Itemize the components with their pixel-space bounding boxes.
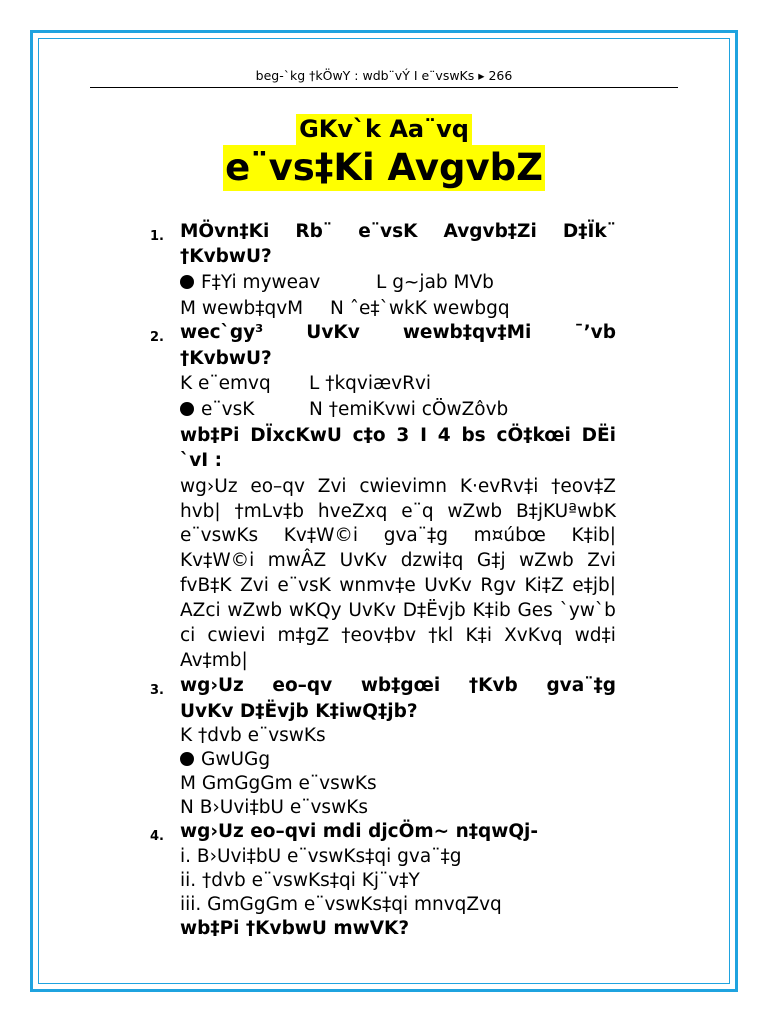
q1-text-line2: †KvbwU? [180,246,272,267]
q2-text-line2: †KvbwU? [180,348,272,369]
passage-line: Kv‡W©i mwÂZ UvKv dzwi‡q G‡j wZwb Zvi [180,550,616,571]
q4-question: wb‡Pi †KvbwU mwVK? [180,918,410,939]
selected-bullet-icon [180,752,194,766]
passage-line: hvb| †mLv‡b hveZxq e¨q wZwb B‡jKUªwbK [180,501,616,522]
q2-option-b: L †kqviævRvi [309,373,432,394]
q1-option-a: F‡Yi myweav [180,271,320,295]
q4-number: 4. [150,829,164,844]
passage-line-last: Av‡mb| [180,650,248,671]
q1-number: 1. [150,229,164,244]
q1-text-line1: MÖvn‡Ki Rb¨ e¨vsK Avgvb‡Zi D‡Ïk¨ [180,221,616,242]
q4-item-i: i. B›Uvi‡bU e¨vswKs‡qi gva¨‡g [180,846,462,867]
running-header: beg-`kg †kÖwY : wdb¨vÝ I e¨vswKs ▸ 266 [255,68,513,83]
chapter-title: e¨vs‡Ki AvgvbZ [225,146,543,189]
selected-bullet-icon [180,402,194,416]
q1-option-c: M wewb‡qvM [180,298,304,319]
q2-text-line1: wec`gy³ UvKv wewb‡qv‡Mi ¯’vb [180,322,616,343]
q2-option-d: N †emiKvwi cÖwZôvb [309,399,509,420]
q4-text-line1: wg›Uz eo–qvi mdi djcÖm~ n‡qwQj- [180,821,539,842]
q2-option-c: e¨vsK [180,398,254,422]
chapter-title-block [0,114,768,191]
q2-number: 2. [150,330,164,345]
q3-option-a: K †dvb e¨vswKs [180,725,326,746]
q3-number: 3. [150,683,164,698]
q1-option-b: L g~jab MVb [376,272,494,293]
passage-line: fvB‡K Zvi e¨vsK wnmv‡e UvKv Rgv Ki‡Z e‡jb| [180,575,616,596]
passage-line: ci cwievi m‡gZ †eov‡bv †kl K‡i XvKvq wd‡i [180,625,616,646]
passage-line: e¨vswKs Kv‡W©i gva¨‡g m¤úbœ K‡ib| [180,525,616,546]
q3-option-b: GwUGg [180,748,270,772]
q3-text-line2: UvKv D‡Ëvjb K‡iwQ‡jb? [180,701,418,722]
selected-bullet-icon [180,275,194,289]
passage-line: wg›Uz eo–qv Zvi cwievimn K·evRv‡i †eov‡Z [180,476,616,497]
header-rule [90,87,678,88]
passage-line: AZci wZwb wKQy UvKv D‡Ëvjb K‡ib Ges `yw`b [180,600,616,621]
q3-option-d: N B›Uvi‡bU e¨vswKs [180,797,368,818]
instruction-line2: `vI : [180,450,223,471]
chapter-number: GKv`k Aa¨vq [296,114,472,145]
q4-item-iii: iii. GmGgGm e¨vswKs‡qi mnvqZvq [180,894,502,915]
instruction-line1: wb‡Pi DÏxcKwU c‡o 3 I 4 bs cÖ‡kœi DËi [180,425,616,446]
q4-item-ii: ii. †dvb e¨vswKs‡qi Kj¨v‡Y [180,870,420,891]
q2-option-a: K e¨emvq [180,373,271,394]
q3-option-c: M GmGgGm e¨vswKs [180,773,377,794]
q3-text-line1: wg›Uz eo–qv wb‡gœi †Kvb gva¨‡g [180,675,616,696]
q1-option-d: N ˆe‡`wkK wewbgq [330,298,510,319]
